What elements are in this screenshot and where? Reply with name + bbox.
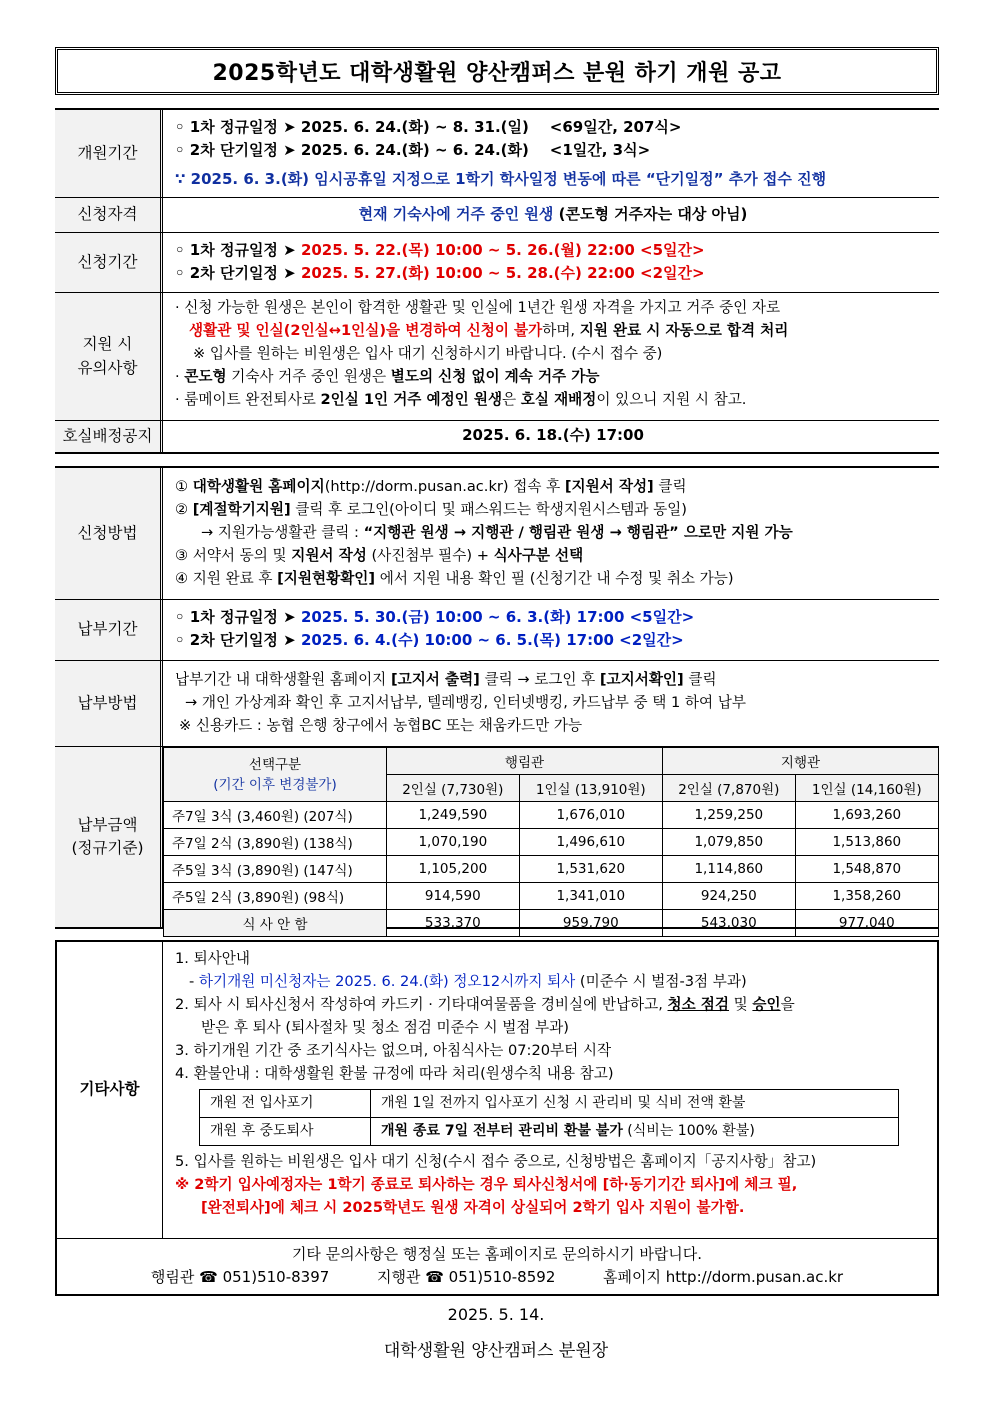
- qualification-note: (콘도형 거주자는 대상 아님): [553, 205, 748, 223]
- contact-note: 기타 문의사항은 행정실 또는 홈페이지로 문의하시기 바랍니다.: [291, 1245, 703, 1263]
- row-notice: 지원 시 유의사항 · 신청 가능한 원생은 본인이 합격한 생활관 및 인실에 1년간 원생 자격을 가지고 거주 중인 자로 생활관 및 인실(2인실↔1인실)을 변경하여 신청이 불가하며, 지원 완료 시 자동으로 합격 처리 ※ 입사를 원하는 비원생은 입사 대기 신청하시기 바랍니다. (수시 접수 중) · 콘도형 기숙사 거주 중인 원생은 별도의 신청 없이 계속 거주 가능 · 룸메이트 완전퇴사로 2인실 1인 거주 예정인 원생은 호실 재배정이 있으니 지원 시 참고.: [55, 293, 939, 421]
- signer: 대학생활원 양산캠퍼스 분원장: [383, 1341, 609, 1361]
- table-row: 주7일 3식 (3,460원) (207식) 1,249,590 1,676,010 1,259,250 1,693,260: [164, 802, 939, 829]
- label-other: 기타사항: [57, 942, 163, 1238]
- table-row: 선택구분 (기간 이후 변경불가) 행림관 지행관: [164, 748, 939, 775]
- notice-line1: · 신청 가능한 원생은 본인이 합격한 생활관 및 인실에 1년간 원생 자격을 가지고 거주 중인 자로: [175, 299, 781, 316]
- table-row: 식 사 안 함 533,370 959,790 543,030 977,040: [164, 910, 939, 937]
- room-notice-date: 2025. 6. 18.(수) 17:00: [462, 426, 644, 444]
- refund-table: [199, 1089, 899, 1146]
- row-apply-method: 신청방법 ① 대학생활원 홈페이지(http://dorm.pusan.ac.kr) 접속 후 [지원서 작성] 클릭 ② [계절학기지원] 클릭 후 로그인(아이디 및 패스워드는 학생지원시스템과 동일) → 지원가능생활관 클릭 : “지행관 원생 → 지행관 / 행림관 원생 → 행림관” 으로만 지원 가능 ③ 서약서 동의 및 지원서 작성 (사진첨부 필수) + 식사구분 선택 ④ 지원 완료 후 [지원현황확인] 에서 지원 내용 확인 필 (신청기간 내 수정 및 취소 가능): [55, 468, 939, 600]
- other-line1: 1. 퇴사안내: [175, 950, 250, 967]
- row-apply-period: [55, 233, 939, 293]
- other-line2-blue: 하기개원 미신청자는 2025. 6. 24.(화) 정오12시까지 퇴사: [198, 973, 576, 990]
- contact-haengnim: 행림관 ☎ 051)510-8397: [150, 1268, 330, 1286]
- contact-footer: [57, 1239, 937, 1289]
- pay-method-line3: ※ 신용카드 : 농협 은행 창구에서 농협BC 또는 채움카드만 가능: [179, 717, 583, 734]
- apply-line1-label: ◦ 1차 정규일정 ➤: [175, 241, 301, 259]
- title-box: [55, 47, 939, 95]
- section-payment: [55, 466, 939, 933]
- fee-table: [163, 747, 939, 937]
- other-line7: 5. 입사를 원하는 비원생은 입사 대기 신청(수시 접수 중으로, 신청방법은 홈페이지「공지사항」참고): [175, 1153, 817, 1170]
- label-fee: 납부금액 (정규기준): [55, 747, 163, 927]
- issue-date: 2025. 5. 14.: [447, 1305, 545, 1324]
- row-fee: [55, 747, 939, 933]
- label-notice: 지원 시 유의사항: [55, 293, 163, 420]
- row-qualification: [55, 198, 939, 233]
- row-pay-method: 납부방법 납부기간 내 대학생활원 홈페이지 [고지서 출력] 클릭 → 로그인 후 [고지서확인] 클릭 → 개인 가상계좌 확인 후 고지서납부, 텔레뱅킹, 인터넷뱅킹, 카드납부 중 택 1 하여 납부 ※ 신용카드 : 농협 은행 창구에서 농협BC 또는 채움카드만 가능: [55, 661, 939, 747]
- label-pay-period: 납부기간: [55, 600, 163, 660]
- row-open-period: [55, 110, 939, 198]
- open-period-note: ∵ 2025. 6. 3.(화) 임시공휴일 지정으로 1학기 학사일정 변동에 따른 “단기일정” 추가 접수 진행: [175, 170, 827, 188]
- other-line5: 3. 하기개원 기간 중 조기식사는 없으며, 아침식사는 07:20부터 시작: [175, 1042, 612, 1059]
- open-period-line1-note: <69일간, 207식>: [549, 118, 682, 136]
- label-apply-period: 신청기간: [55, 233, 163, 292]
- apply-line2-date: 2025. 5. 27.(화) 10:00 ~ 5. 28.(수) 22:00 <2일간>: [300, 264, 705, 282]
- open-period-line2: ◦ 2차 단기일정 ➤ 2025. 6. 24.(화) ~ 6. 24.(화): [175, 141, 529, 159]
- table-row: 주7일 2식 (3,890원) (138식) 1,070,190 1,496,610 1,079,850 1,513,860: [164, 829, 939, 856]
- header-jihaeng: 지행관: [662, 748, 938, 775]
- table-row: 주5일 3식 (3,890원) (147식) 1,105,200 1,531,620 1,114,860 1,548,870: [164, 856, 939, 883]
- other-line4: 받은 후 퇴사 (퇴사절차 및 청소 점검 미준수 시 벌점 부과): [201, 1019, 569, 1036]
- label-open-period: 개원기간: [55, 110, 163, 197]
- contact-homepage: 홈페이지 http://dorm.pusan.ac.kr: [603, 1268, 844, 1286]
- notice-line3: ※ 입사를 원하는 비원생은 입사 대기 신청하시기 바랍니다. (수시 접수 중): [193, 345, 663, 362]
- table-row: 주5일 2식 (3,890원) (98식) 914,590 1,341,010 924,250 1,358,260: [164, 883, 939, 910]
- label-pay-method: 납부방법: [55, 661, 163, 746]
- table-row: 개원 전 입사포기 개원 1일 전까지 입사포기 신청 시 관리비 및 식비 전액 환불: [200, 1090, 899, 1118]
- pay-line1-date: 2025. 5. 30.(금) 10:00 ~ 6. 3.(화) 17:00 <5일간>: [300, 608, 695, 626]
- row-pay-period: 납부기간 ◦ 1차 정규일정 ➤ 2025. 5. 30.(금) 10:00 ~ 6. 3.(화) 17:00 <5일간> ◦ 2차 단기일정 ➤ 2025. 6. 4.(수) 10:00 ~ 6. 5.(목) 17:00 <2일간>: [55, 600, 939, 661]
- other-line8: ※ 2학기 입사예정자는 1학기 종료로 퇴사하는 경우 퇴사신청서에 [하·동기기간 퇴사]에 체크 필,: [175, 1176, 798, 1193]
- pay-method-line2: → 개인 가상계좌 확인 후 고지서납부, 텔레뱅킹, 인터넷뱅킹, 카드납부 중 택 1 하여 납부: [185, 694, 746, 711]
- apply-line1-date: 2025. 5. 22.(목) 10:00 ~ 5. 26.(월) 22:00 <5일간>: [300, 241, 705, 259]
- header-haengnim: 행림관: [387, 748, 663, 775]
- open-period-line1: ◦ 1차 정규일정 ➤ 2025. 6. 24.(화) ~ 8. 31.(일): [175, 118, 529, 136]
- pay-line2-date: 2025. 6. 4.(수) 10:00 ~ 6. 5.(목) 17:00 <2일간>: [300, 631, 684, 649]
- other-line6: 4. 환불안내 : 대학생활원 환불 규정에 따라 처리(원생수칙 내용 참고): [175, 1065, 614, 1082]
- label-qualification: 신청자격: [55, 198, 163, 232]
- label-apply-method: 신청방법: [55, 468, 163, 599]
- table-row: 2인실 (7,730원) 1인실 (13,910원) 2인실 (7,870원) 1인실 (14,160원): [164, 775, 939, 802]
- notice-line2-bold: 지원 완료 시 자동으로 합격 처리: [579, 322, 789, 339]
- notice-line2-red: 생활관 및 인실(2인실↔1인실)을 변경하여 신청이 불가: [189, 322, 543, 339]
- apply-line2-label: ◦ 2차 단기일정 ➤: [175, 264, 301, 282]
- page-title: 2025학년도 대학생활원 양산캠퍼스 분원 하기 개원 공고: [212, 60, 782, 86]
- row-room-notice: [55, 421, 939, 452]
- table-row: 개원 후 중도퇴사 개원 종료 7일 전부터 관리비 환불 불가 (식비는 100% 환불): [200, 1118, 899, 1146]
- section-other: 기타사항 1. 퇴사안내 - 하기개원 미신청자는 2025. 6. 24.(화) 정오12시까지 퇴사 (미준수 시 벌점-3점 부과) 2. 퇴사 시 퇴사신청서 작성하여 카드키 · 기타대여물품을 경비실에 반납하고, 청소 점검 및 승인을 받은 후 퇴사 (퇴사절차 및 청소 점검 미준수 시 벌점 부과) 3. 하기개원 기간 중 조기식사는 없으며, 아침식사는 07:20부터 시작 4. 환불안내 : 대학생활원 환불 규정에 따라 처리(원생수칙 내용 참고) 개원 전 입사포기 개원 1일 전까지 입사포기 신청 시 관리비 및 식비 전액 환불 개원 후 중도퇴사 개원 종료 7일 전부터 관리비 환불 불가 (식비는 100% 환불) 5. 입사를 원하는 비원생은 입사 대기 신청(수시 접수 중으로, 신청방법은 홈페이지「공지사항」참고) ※ 2학기 입사예정자는 1학기 종료로 퇴사하는 경우 퇴사신청서에 [하·동기기간 퇴사]에 체크 필, [완전퇴사]에 체크 시 2025학년도 원생 자격이 상실되어 2학기 입사 지원이 불가함. 기타 문의사항은 행정실 또는 홈페이지로 문의하시기 바랍니다. 행림관 ☎ 051)510-8397 지행관 ☎ 051)510-8592 홈페이지 http://dorm.pusan.ac.kr: [55, 940, 939, 1296]
- qualification-main: 현재 기숙사에 거주 중인 원생: [358, 205, 554, 223]
- label-room-notice: 호실배정공지: [55, 421, 163, 452]
- open-period-line2-note: <1일간, 3식>: [549, 141, 651, 159]
- notice-line4-bold: 별도의 신청 없이 계속 거주 가능: [390, 368, 600, 385]
- other-line9: [완전퇴사]에 체크 시 2025학년도 원생 자격이 상실되어 2학기 입사 지원이 불가함.: [201, 1199, 745, 1216]
- contact-jihaeng: 지행관 ☎ 051)510-8592: [376, 1268, 556, 1286]
- section-schedule: [55, 108, 939, 454]
